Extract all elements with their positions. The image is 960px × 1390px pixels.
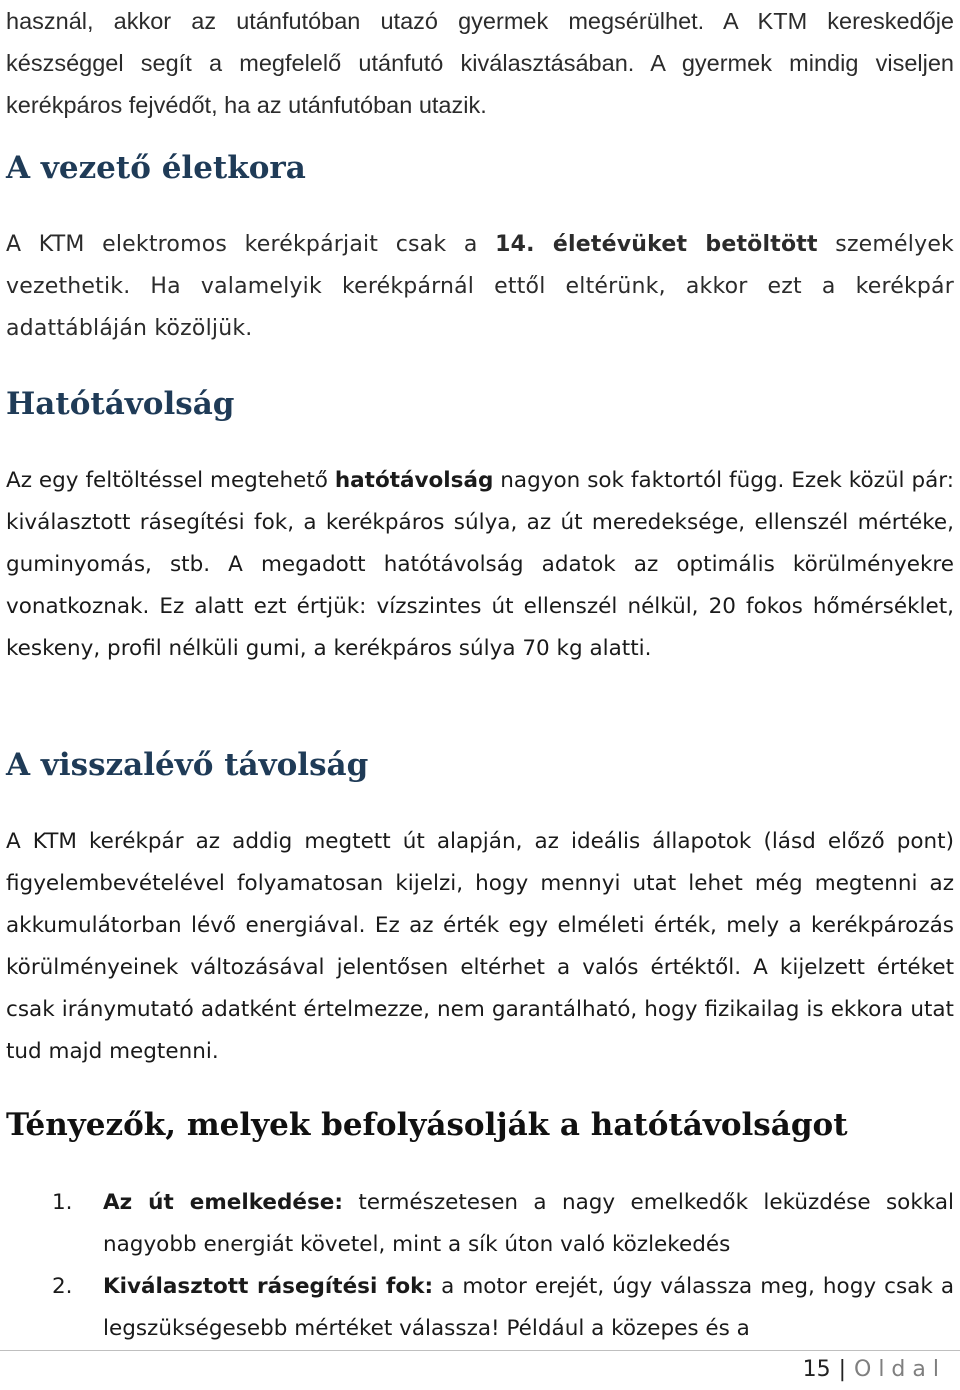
- list-item: [0, 1266, 954, 1350]
- page-word: Oldal: [854, 1357, 946, 1382]
- list-item-label: Az út emelkedése:: [103, 1190, 343, 1215]
- range-heading: Hatótávolság: [6, 386, 235, 422]
- range-paragraph: [6, 460, 954, 670]
- factors-heading: Tényezők, melyek befolyásolják a hatótávolságot: [6, 1107, 848, 1143]
- factors-list: [0, 1182, 954, 1350]
- age-paragraph: [6, 224, 954, 350]
- footer-separator: |: [838, 1357, 846, 1382]
- range-bold-text: hatótávolság: [334, 468, 494, 493]
- page-number: 15: [802, 1357, 831, 1382]
- list-item: [0, 1182, 954, 1266]
- range-text-start: Az egy feltöltéssel megtehető: [6, 468, 335, 493]
- age-text-start: A KTM elektromos kerékpárjait csak a: [6, 232, 496, 257]
- age-heading: A vezető életkora: [6, 150, 306, 186]
- remaining-paragraph: A KTM kerékpár az addig megtett út alapján, az ideális állapotok (lásd előző pont) figyelembevételével folyamatosan kijelzi, hogy mennyi utat lehet még megtenni az akkumulátorban lévő energiával. Ez az érték egy elméleti érték, mely a kerékpározás körülményeinek változásával jelentősen eltérhet a valós értéktől. A kijelzett értéket csak iránymutató adatként értelmezze, nem garantálható, hogy fizikailag is ekkora utat tud majd megtenni.: [6, 829, 954, 1064]
- remaining-heading: A visszalévő távolság: [6, 747, 369, 783]
- list-item-number: 2.: [52, 1274, 73, 1299]
- page-footer: [803, 1352, 946, 1388]
- age-text-end: személyek vezethetik. Ha valamelyik kerékpárnál ettől eltérünk, akkor ezt a kerékpár adattábláján közöljük.: [6, 232, 954, 341]
- list-item-text: a motor erejét, úgy válassza meg, hogy csak a legszükségesebb mértéket válassza! Például a közepes és a: [103, 1274, 954, 1341]
- list-item-text: természetesen a nagy emelkedők leküzdése sokkal nagyobb energiát követel, mint a sík úton való közlekedés: [103, 1190, 954, 1257]
- footer-divider: [0, 1350, 960, 1351]
- intro-paragraph: használ, akkor az utánfutóban utazó gyermek megsérülhet. A KTM kereskedője készséggel segít a megfelelő utánfutó kiválasztásában. A gyermek mindig viseljen kerékpáros fejvédőt, ha az utánfutóban utazik.: [6, 8, 954, 118]
- list-item-label: Kiválasztott rásegítési fok:: [103, 1274, 434, 1299]
- range-text-end: nagyon sok faktortól függ. Ezek közül pár: kiválasztott rásegítési fok, a kerékpáros súlya, az út meredeksége, ellenszél mértéke, guminyomás, stb. A megadott hatótávolság adatok az optimális körülményekre vonatkoznak. Ez alatt ezt értjük: vízszintes út ellenszél nélkül, 20 fokos hőmérséklet, keskeny, profil nélküli gumi, a kerékpáros súlya 70 kg alatti.: [6, 468, 954, 661]
- list-item-number: 1.: [52, 1190, 73, 1215]
- age-bold-text: 14. életévüket betöltött: [495, 232, 818, 257]
